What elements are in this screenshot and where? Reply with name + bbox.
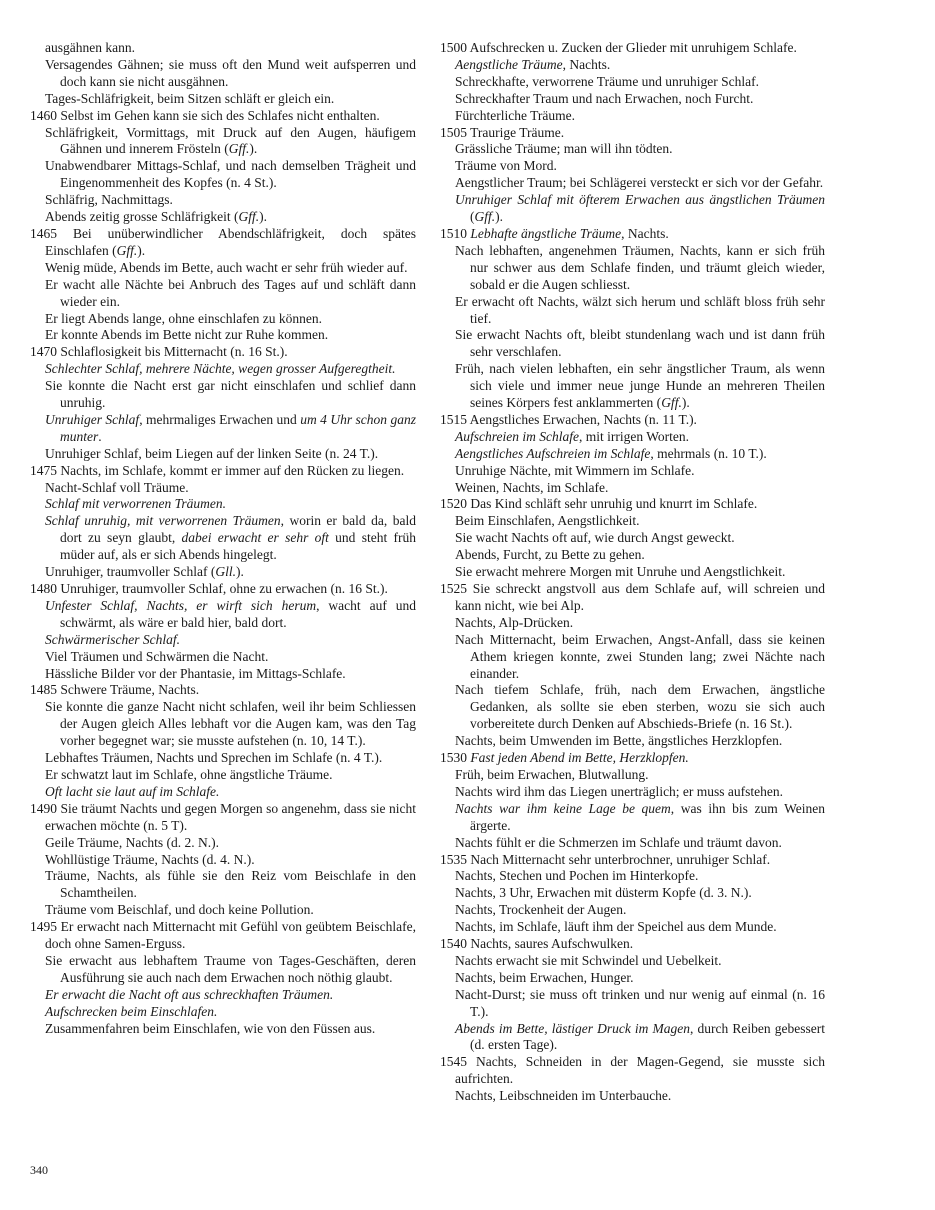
numbered-symptom-entry: 1495 Er erwacht nach Mitternacht mit Gefühl von geübtem Beischlafe, doch ohne Samen-Erguss. (30, 919, 416, 952)
symptom-entry: Nacht-Durst; sie muss oft trinken und nur wenig auf einmal (n. 16 T.). (455, 986, 825, 1019)
numbered-symptom-entry: 1465 Bei unüberwindlicher Abendschläfrigkeit, doch spätes Einschlafen (Gff.). (30, 225, 416, 258)
page-number: 340 (30, 1163, 48, 1177)
left-column (30, 40, 416, 1037)
symptom-entry: Abends, Furcht, zu Bette zu gehen. (455, 547, 645, 563)
symptom-entry: Unfester Schlaf, Nachts, er wirft sich herum, wacht auf und schwärmt, als wäre er bald hier, bald dort. (45, 597, 416, 630)
symptom-entry: Hässliche Bilder vor der Phantasie, im Mittags-Schlafe. (45, 665, 346, 681)
symptom-entry: Früh, beim Erwachen, Blutwallung. (455, 766, 649, 782)
symptom-entry: Aufschrecken beim Einschlafen. (45, 1003, 218, 1019)
symptom-entry: Nacht-Schlaf voll Träume. (45, 479, 189, 495)
symptom-entry: Geile Träume, Nachts (d. 2. N.). (45, 834, 219, 850)
symptom-entry: Wenig müde, Abends im Bette, auch wacht er sehr früh wieder auf. (45, 259, 408, 275)
numbered-symptom-entry: 1545 Nachts, Schneiden in der Magen-Gegend, sie musste sich aufrichten. (440, 1054, 825, 1087)
symptom-entry: Sie wacht Nachts oft auf, wie durch Angst geweckt. (455, 530, 735, 546)
symptom-entry: Unabwendbarer Mittags-Schlaf, und nach demselben Trägheit und Eingenommenheit des Kopfes (n. 4 St.). (45, 158, 416, 191)
symptom-entry: Nach tiefem Schlafe, früh, nach dem Erwachen, ängstliche Gedanken, als sollte sie eben sterben, wozu sie sich auch vorbereitete durch Denken auf Abschieds-Briefe (n. 16 St.). (455, 682, 825, 732)
symptom-entry: Fürchterliche Träume. (455, 107, 575, 123)
symptom-entry: Er erwacht die Nacht oft aus schreckhaften Träumen. (45, 986, 334, 1002)
numbered-symptom-entry: 1515 Aengstliches Erwachen, Nachts (n. 11 T.). (440, 411, 697, 427)
numbered-symptom-entry: 1540 Nachts, saures Aufschwulken. (440, 936, 634, 952)
numbered-symptom-entry: 1475 Nachts, im Schlafe, kommt er immer auf den Rücken zu liegen. (30, 462, 405, 478)
numbered-symptom-entry: 1535 Nach Mitternacht sehr unterbrochner, unruhiger Schlaf. (440, 851, 771, 867)
symptom-entry: Nachts, Stechen und Pochen im Hinterkopfe. (455, 868, 699, 884)
symptom-entry: ausgähnen kann. (45, 40, 135, 55)
symptom-entry: Träume vom Beischlaf, und doch keine Pollution. (45, 902, 314, 918)
symptom-entry: Unruhiger, traumvoller Schlaf (Gll.). (45, 564, 244, 580)
symptom-entry: Abends im Bette, lästiger Druck im Magen, durch Reiben gebessert (d. ersten Tage). (455, 1020, 825, 1053)
symptom-entry: Weinen, Nachts, im Schlafe. (455, 479, 609, 495)
symptom-entry: Beim Einschlafen, Aengstlichkeit. (455, 513, 640, 529)
symptom-entry: Nachts fühlt er die Schmerzen im Schlafe und träumt davon. (455, 834, 782, 850)
symptom-entry: Sie konnte die ganze Nacht nicht schlafen, weil ihr beim Schliessen der Augen gleich Alles lebhaft vor die Augen kam, was den Tag vorher begegnet war; sie musste aufstehen (n. 10, 14 T.). (45, 699, 416, 749)
symptom-entry: Nachts, Alp-Drücken. (455, 614, 574, 630)
symptom-entry: Nachts war ihm keine Lage be quem, was ihn bis zum Weinen ärgerte. (455, 800, 825, 833)
symptom-entry: Schläfrigkeit, Vormittags, mit Druck auf den Augen, häufigem Gähnen und innerem Frösteln (Gff.). (45, 124, 416, 157)
symptom-entry: Nach lebhaften, angenehmen Träumen, Nachts, kann er sich früh nur schwer aus dem Schlafe finden, und träumt gleich wieder, sobald er die Augen schliesst. (455, 242, 825, 292)
symptom-entry: Früh, nach vielen lebhaften, ein sehr ängstlicher Traum, als wenn sich viele und immer neue junge Hunde an mehreren Theilen seines Körpers fest anklammerten (Gff.). (455, 361, 825, 411)
symptom-entry: Schlaf unruhig, mit verworrenen Träumen, worin er bald da, bald dort zu seyn glaubt, dabei erwacht er sehr oft und steht früh müder auf, als er sich Abends hingelegt. (45, 513, 416, 563)
symptom-entry: Unruhiger Schlaf mit öfterem Erwachen aus ängstlichen Träumen (Gff.). (455, 192, 825, 225)
symptom-entry: Nachts, Leibschneiden im Unterbauche. (455, 1088, 672, 1104)
symptom-entry: Grässliche Träume; man will ihn tödten. (455, 141, 673, 157)
numbered-symptom-entry: 1510 Lebhafte ängstliche Träume, Nachts. (440, 225, 669, 241)
symptom-entry: Schlechter Schlaf, mehrere Nächte, wegen grosser Aufgeregtheit. (45, 361, 396, 377)
symptom-entry: Nachts, beim Erwachen, Hunger. (455, 969, 634, 985)
symptom-entry: Schläfrig, Nachmittags. (45, 192, 173, 208)
symptom-entry: Oft lacht sie laut auf im Schlafe. (45, 783, 220, 799)
symptom-entry: Er konnte Abends im Bette nicht zur Ruhe kommen. (45, 327, 329, 343)
numbered-symptom-entry: 1500 Aufschrecken u. Zucken der Glieder mit unruhigem Schlafe. (440, 40, 797, 55)
symptom-entry: Versagendes Gähnen; sie muss oft den Mund weit aufsperren und doch kann sie nicht ausgähnen. (45, 56, 416, 89)
right-column (440, 40, 825, 1105)
symptom-entry: Viel Träumen und Schwärmen die Nacht. (45, 648, 269, 664)
symptom-entry: Lebhaftes Träumen, Nachts und Sprechen im Schlafe (n. 4 T.). (45, 750, 383, 766)
numbered-symptom-entry: 1520 Das Kind schläft sehr unruhig und knurrt im Schlafe. (440, 496, 758, 512)
symptom-entry: Nachts wird ihm das Liegen unerträglich; er muss aufstehen. (455, 783, 784, 799)
numbered-symptom-entry: 1490 Sie träumt Nachts und gegen Morgen so angenehm, dass sie nicht erwachen möchte (n. 5 T). (30, 800, 416, 833)
numbered-symptom-entry: 1525 Sie schreckt angstvoll aus dem Schlafe auf, will schreien und kann nicht, wie bei Alp. (440, 581, 825, 613)
symptom-entry: Zusammenfahren beim Einschlafen, wie von den Füssen aus. (45, 1020, 376, 1036)
symptom-entry: Schreckhafter Traum und nach Erwachen, noch Furcht. (455, 90, 754, 106)
symptom-entry: Nachts, 3 Uhr, Erwachen mit düsterm Kopfe (d. 3. N.). (455, 885, 752, 901)
symptom-entry: Er schwatzt laut im Schlafe, ohne ängstliche Träume. (45, 766, 333, 782)
symptom-entry: Nachts, Trockenheit der Augen. (455, 902, 627, 918)
symptom-entry: Schwärmerischer Schlaf. (45, 631, 180, 647)
numbered-symptom-entry: 1505 Traurige Träume. (440, 124, 565, 140)
symptom-entry: Schreckhafte, verworrene Träume und unruhiger Schlaf. (455, 73, 760, 89)
symptom-entry: Träume von Mord. (455, 158, 557, 174)
symptom-entry: Träume, Nachts, als fühle sie den Reiz vom Beischlafe in den Schamtheilen. (45, 868, 416, 901)
numbered-symptom-entry: 1530 Fast jeden Abend im Bette, Herzklopfen. (440, 750, 689, 766)
symptom-entry: Sie erwacht Nachts oft, bleibt stundenlang wach und ist dann früh sehr verschlafen. (455, 327, 825, 360)
symptom-entry: Unruhiger Schlaf, mehrmaliges Erwachen und um 4 Uhr schon ganz munter. (45, 411, 416, 444)
numbered-symptom-entry: 1485 Schwere Träume, Nachts. (30, 682, 200, 698)
symptom-entry: Schlaf mit verworrenen Träumen. (45, 496, 226, 512)
symptom-entry: Nachts erwacht sie mit Schwindel und Uebelkeit. (455, 952, 722, 968)
symptom-entry: Sie konnte die Nacht erst gar nicht einschlafen und schlief dann unruhig. (45, 378, 416, 411)
symptom-entry: Unruhiger Schlaf, beim Liegen auf der linken Seite (n. 24 T.). (45, 445, 379, 461)
symptom-entry: Aengstlicher Traum; bei Schlägerei versteckt er sich vor der Gefahr. (455, 175, 824, 191)
symptom-entry: Wohllüstige Träume, Nachts (d. 4. N.). (45, 851, 255, 867)
symptom-entry: Er liegt Abends lange, ohne einschlafen zu können. (45, 310, 323, 326)
numbered-symptom-entry: 1480 Unruhiger, traumvoller Schlaf, ohne zu erwachen (n. 16 St.). (30, 581, 388, 596)
symptom-entry: Er wacht alle Nächte bei Anbruch des Tages auf und schläft dann wieder ein. (45, 276, 416, 309)
numbered-symptom-entry: 1460 Selbst im Gehen kann sie sich des Schlafes nicht enthalten. (30, 107, 380, 123)
symptom-entry: Aengstliche Träume, Nachts. (455, 56, 611, 72)
symptom-entry: Abends zeitig grosse Schläfrigkeit (Gff.). (45, 209, 267, 225)
numbered-symptom-entry: 1470 Schlaflosigkeit bis Mitternacht (n. 16 St.). (30, 344, 288, 360)
symptom-entry: Sie erwacht mehrere Morgen mit Unruhe und Aengstlichkeit. (455, 564, 786, 580)
symptom-entry: Aufschreien im Schlafe, mit irrigen Worten. (455, 428, 689, 444)
symptom-entry: Nachts, im Schlafe, läuft ihm der Speichel aus dem Munde. (455, 919, 777, 935)
symptom-entry: Tages-Schläfrigkeit, beim Sitzen schläft er gleich ein. (45, 90, 335, 106)
symptom-entry: Nach Mitternacht, beim Erwachen, Angst-Anfall, dass sie keinen Athem kriegen konnte, zwei Stunden lang; zwei Nächte nach einander. (455, 631, 825, 681)
symptom-entry: Er erwacht oft Nachts, wälzt sich herum und schläft bloss früh sehr tief. (455, 293, 825, 326)
symptom-entry: Aengstliches Aufschreien im Schlafe, mehrmals (n. 10 T.). (455, 445, 767, 461)
symptom-entry: Unruhige Nächte, mit Wimmern im Schlafe. (455, 462, 695, 478)
symptom-entry: Nachts, beim Umwenden im Bette, ängstliches Herzklopfen. (455, 733, 783, 749)
symptom-entry: Sie erwacht aus lebhaftem Traume von Tages-Geschäften, deren Ausführung sie auch nach dem Erwachen noch nöthig glaubt. (45, 952, 416, 985)
